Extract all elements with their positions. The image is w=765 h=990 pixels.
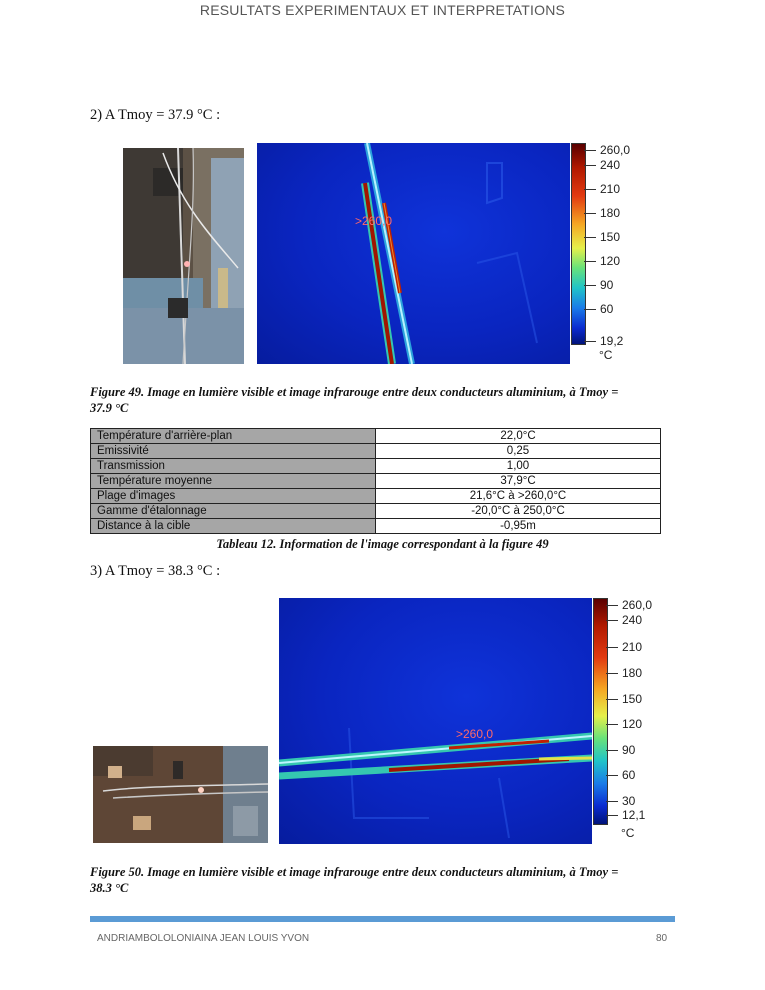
scale-tick	[584, 213, 596, 214]
scale-tick	[584, 189, 596, 190]
scale-unit-1: °C	[599, 348, 613, 362]
scale-tick	[606, 815, 618, 816]
scale-label: 30	[622, 794, 636, 808]
table-cell-label: Transmission	[91, 459, 376, 474]
table-cell-value: -0,95m	[376, 519, 661, 534]
scale-label: 19,2	[600, 334, 624, 348]
max-temp-flag-2: >260,0	[456, 727, 494, 741]
table-cell-value: 22,0°C	[376, 429, 661, 444]
table-cell-value: 37,9°C	[376, 474, 661, 489]
scale-tick	[584, 165, 596, 166]
footer-page-number: 80	[656, 933, 668, 944]
scale-tick	[584, 341, 596, 342]
scale-label: 210	[600, 182, 621, 196]
table-cell-label: Emissivité	[91, 444, 376, 459]
table-cell-label: Température moyenne	[91, 474, 376, 489]
scale-label: 180	[622, 666, 643, 680]
scale-tick	[584, 261, 596, 262]
max-temp-flag-1: >260,0	[355, 214, 393, 228]
scale-label: 12,1	[622, 808, 646, 822]
scale-tick	[606, 673, 618, 674]
table-row	[91, 444, 661, 459]
table-cell-value: 1,00	[376, 459, 661, 474]
table-cell-label: Plage d'images	[91, 489, 376, 504]
scale-tick	[606, 620, 618, 621]
image-info-table	[90, 428, 661, 534]
infrared-image-2	[279, 598, 592, 844]
scale-label: 120	[622, 717, 643, 731]
scale-tick	[584, 237, 596, 238]
scale-label: 260,0	[600, 143, 631, 157]
scale-label: 120	[600, 254, 621, 268]
scale-label: 180	[600, 206, 621, 220]
scale-tick	[606, 647, 618, 648]
scale-label: 210	[622, 640, 643, 654]
table-row	[91, 489, 661, 504]
scale-tick	[584, 285, 596, 286]
caption-line-2: 38.3 °C	[90, 881, 129, 895]
caption-line-2: 37.9 °C	[90, 401, 129, 415]
scale-label: 260,0	[622, 598, 653, 612]
section-heading-3: 3) A Tmoy = 38.3 °C :	[90, 563, 221, 579]
table-row	[91, 429, 661, 444]
table-row	[91, 504, 661, 519]
scale-label: 60	[622, 768, 636, 782]
table-row	[91, 519, 661, 534]
scale-unit-2: °C	[621, 826, 635, 840]
scale-tick	[584, 150, 596, 151]
table-cell-value: 0,25	[376, 444, 661, 459]
scale-tick	[606, 801, 618, 802]
scale-tick	[606, 775, 618, 776]
scale-label: 60	[600, 302, 614, 316]
scale-label: 90	[600, 278, 614, 292]
figure-50-caption	[90, 864, 690, 896]
scale-labels-2	[606, 598, 666, 828]
visible-light-photo-1	[123, 148, 244, 364]
table-row	[91, 459, 661, 474]
table-cell-value: -20,0°C à 250,0°C	[376, 504, 661, 519]
table-row	[91, 474, 661, 489]
scale-tick	[606, 699, 618, 700]
figure-49-caption	[90, 384, 690, 416]
footer-divider	[90, 916, 675, 922]
scale-label: 90	[622, 743, 636, 757]
table-12-caption: Tableau 12. Information de l'image correspondant à la figure 49	[216, 537, 549, 551]
table-cell-label: Distance à la cible	[91, 519, 376, 534]
section-heading-2: 2) A Tmoy = 37.9 °C :	[90, 107, 221, 123]
infrared-image-1	[257, 143, 570, 364]
caption-line-1: Figure 49. Image en lumière visible et image infrarouge entre deux conducteurs aluminium, à Tmoy =	[90, 385, 619, 399]
page-header: RESULTATS EXPERIMENTAUX ET INTERPRETATIONS	[199, 2, 566, 18]
scale-tick	[606, 605, 618, 606]
footer-author: ANDRIAMBOLOLONIAINA JEAN LOUIS YVON	[97, 933, 310, 944]
visible-light-photo-2	[93, 746, 268, 843]
scale-labels-1	[584, 143, 644, 358]
scale-tick	[606, 750, 618, 751]
scale-label: 150	[622, 692, 643, 706]
table-cell-value: 21,6°C à >260,0°C	[376, 489, 661, 504]
caption-line-1: Figure 50. Image en lumière visible et image infrarouge entre deux conducteurs aluminium, à Tmoy =	[90, 865, 619, 879]
scale-label: 240	[622, 613, 643, 627]
table-cell-label: Gamme d'étalonnage	[91, 504, 376, 519]
scale-tick	[584, 309, 596, 310]
scale-tick	[606, 724, 618, 725]
scale-label: 240	[600, 158, 621, 172]
table-cell-label: Température d'arrière-plan	[91, 429, 376, 444]
scale-label: 150	[600, 230, 621, 244]
